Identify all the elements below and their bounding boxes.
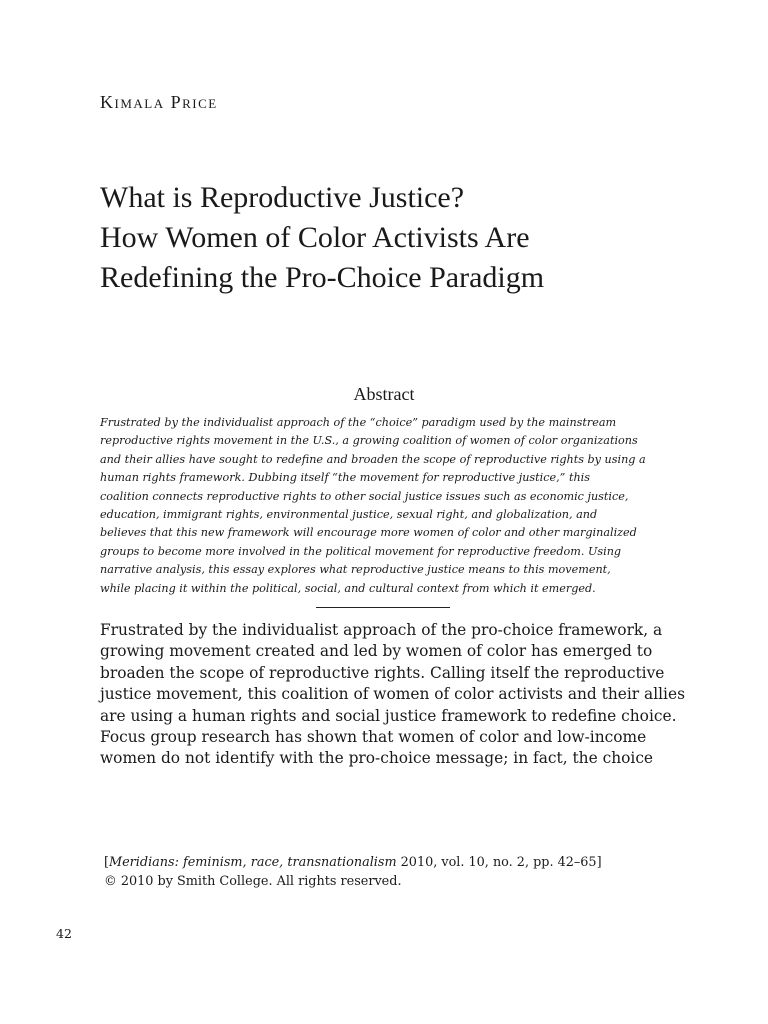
abstract-line: education, immigrant rights, environmental justice, sexual right, and globalization, and bbox=[100, 508, 598, 522]
citation-footer bbox=[104, 853, 602, 891]
body-line: Focus group research has shown that women of color and low-income bbox=[100, 728, 647, 747]
body-line: are using a human rights and social justice framework to redefine choice. bbox=[100, 706, 677, 725]
page-number: 42 bbox=[56, 926, 72, 941]
citation-details: 2010, vol. 10, no. 2, pp. 42–65] bbox=[396, 855, 602, 870]
abstract-line: human rights framework. Dubbing itself “the movement for reproductive justice,” this bbox=[100, 471, 590, 485]
abstract-line: reproductive rights movement in the U.S., a growing coalition of women of color organizations bbox=[100, 434, 638, 448]
abstract-line: Frustrated by the individualist approach of the “choice” paradigm used by the mainstream bbox=[100, 416, 617, 429]
author-name: Kimala Price bbox=[100, 92, 218, 112]
abstract-line: while placing it within the political, social, and cultural context from which it emerged. bbox=[100, 581, 596, 595]
body-line: broaden the scope of reproductive rights. Calling itself the reproductive bbox=[100, 663, 665, 682]
article-title bbox=[100, 178, 720, 298]
journal-name: Meridians: feminism, race, transnationalism bbox=[109, 855, 397, 870]
abstract-line: narrative analysis, this essay explores what reproductive justice means to this movement, bbox=[100, 563, 611, 577]
abstract-line: coalition connects reproductive rights to other social justice issues such as economic justice, bbox=[100, 489, 629, 503]
copyright-line: © 2010 by Smith College. All rights reserved. bbox=[104, 874, 402, 889]
citation-line bbox=[104, 853, 602, 872]
abstract-text bbox=[100, 414, 680, 598]
body-line: growing movement created and led by women of color has emerged to bbox=[100, 642, 653, 661]
body-line: women do not identify with the pro-choice message; in fact, the choice bbox=[100, 749, 654, 768]
title-line: Redefining the Pro-Choice Paradigm bbox=[100, 261, 545, 294]
title-line: What is Reproductive Justice? bbox=[100, 181, 465, 214]
abstract-line: believes that this new framework will encourage more women of color and other marginalized bbox=[100, 526, 637, 540]
section-divider bbox=[316, 607, 450, 608]
title-line: How Women of Color Activists Are bbox=[100, 221, 530, 254]
body-paragraph bbox=[100, 620, 700, 770]
citation-bracket: [ bbox=[104, 855, 109, 870]
abstract-heading: Abstract bbox=[353, 384, 415, 404]
body-line: Frustrated by the individualist approach of the pro-choice framework, a bbox=[100, 621, 663, 639]
abstract-line: and their allies have sought to redefine and broaden the scope of reproductive rights by using a bbox=[100, 452, 646, 466]
abstract-line: groups to become more involved in the political movement for reproductive freedom. Using bbox=[100, 544, 622, 558]
body-line: justice movement, this coalition of women of color activists and their allies bbox=[100, 685, 685, 704]
